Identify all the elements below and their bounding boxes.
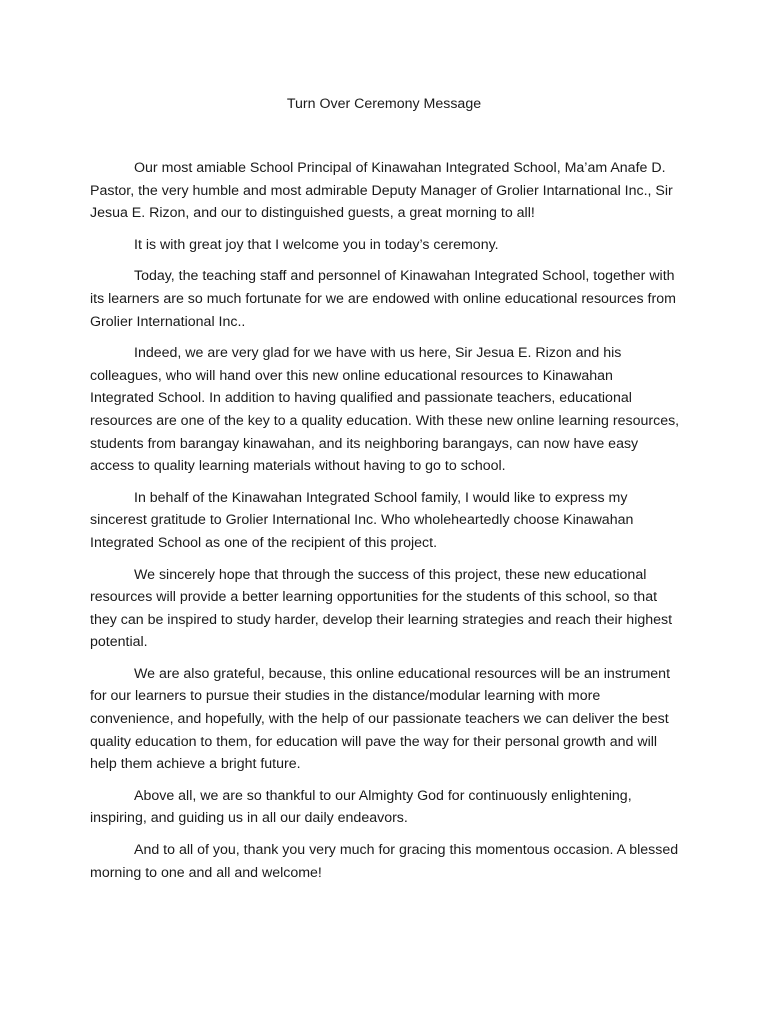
paragraph-fortunate: Today, the teaching staff and personnel of Kinawahan Integrated School, together with its learners are so much fortunate for we are endowed with online educational resources from Grolier International Inc..: [90, 268, 676, 330]
paragraph-handover: Indeed, we are very glad for we have with us here, Sir Jesua E. Rizon and his colleagues, who will hand over this new online educational resources to Kinawahan Integrated School. In addition to having qualified and passionate teachers, educational resources are one of the key to a quality education. With these new online learning resources, students from barangay kinawahan, and its neighboring barangays, can now have easy access to quality learning materials without having to go to school.: [90, 345, 680, 475]
document-title: Turn Over Ceremony Message: [286, 96, 482, 112]
document-body: [90, 157, 680, 893]
paragraph-grateful: We are also grateful, because, this online educational resources will be an instrument for our learners to pursue their studies in the distance/modular learning with more convenience, and hopefully, with the help of our passionate teachers we can deliver the best quality education to them, for education will pave the way for their personal growth and will help them achieve a bright future.: [90, 665, 671, 773]
paragraph-closing: And to all of you, thank you very much for gracing this momentous occasion. A blessed morning to one and all and welcome!: [90, 842, 679, 881]
paragraph-greeting: Our most amiable School Principal of Kinawahan Integrated School, Ma’am Anafe D. Pastor, the very humble and most admirable Deputy Manager of Grolier Intarnational Inc., Sir Jesua E. Rizon, and our to distinguished guests, a great morning to all!: [90, 160, 673, 222]
paragraph-welcome: It is with great joy that I welcome you in today’s ceremony.: [134, 236, 499, 253]
paragraph-gratitude: In behalf of the Kinawahan Integrated School family, I would like to express my sincerest gratitude to Grolier International Inc. Who wholeheartedly choose Kinawahan Integrated School as one of the recipient of this project.: [90, 489, 634, 551]
paragraph-hope: We sincerely hope that through the success of this project, these new educational resources will provide a better learning opportunities for the students of this school, so that they can be inspired to study harder, develop their learning strategies and reach their highest potential.: [90, 566, 673, 651]
paragraph-thankful: Above all, we are so thankful to our Almighty God for continuously enlightening, inspiring, and guiding us in all our daily endeavors.: [90, 787, 632, 827]
